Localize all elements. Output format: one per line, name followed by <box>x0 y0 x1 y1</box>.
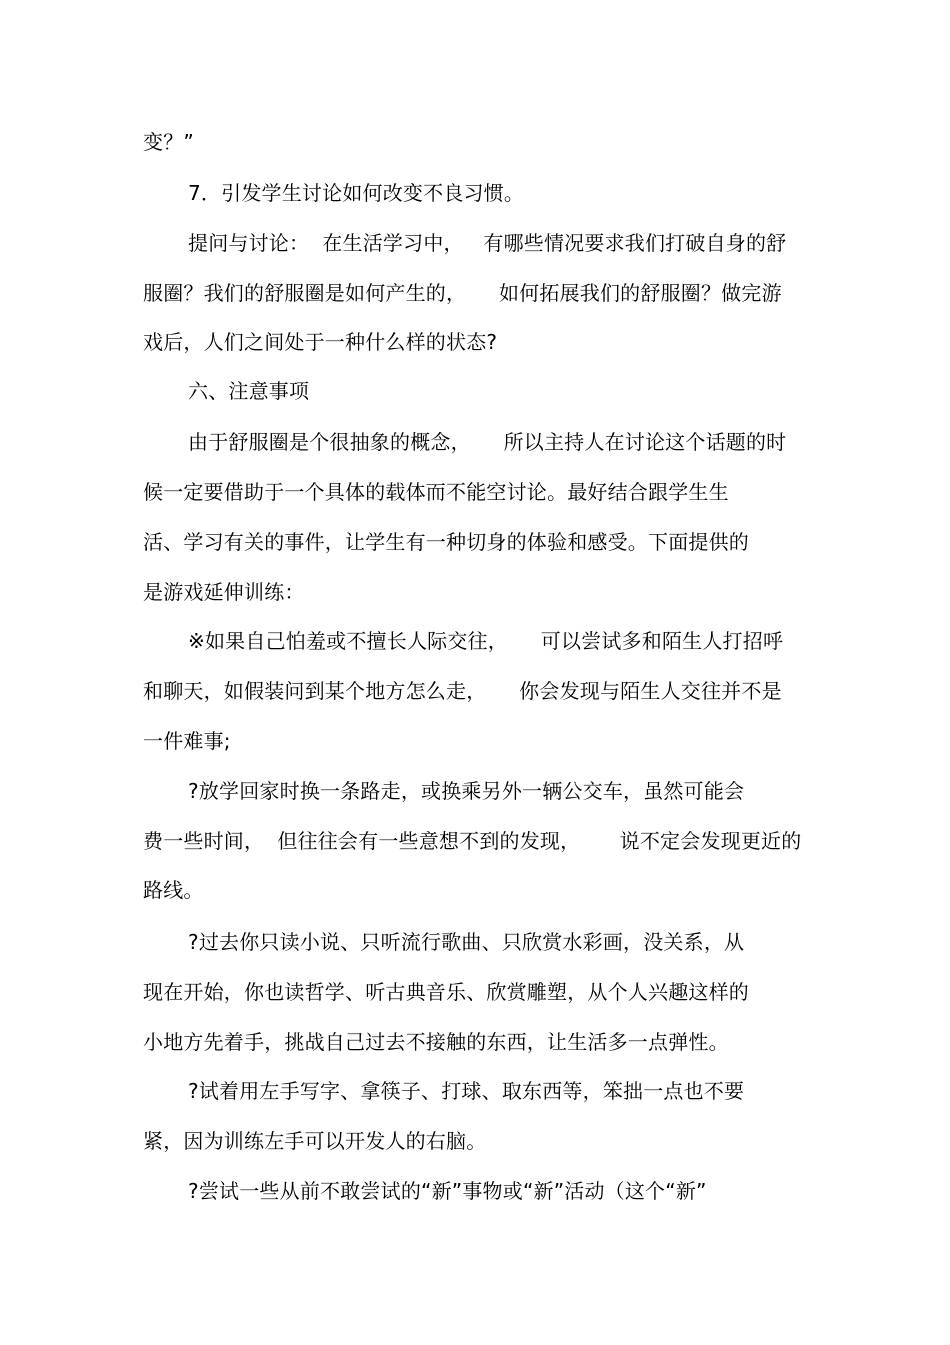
text-line-1: 变？” <box>143 130 194 154</box>
text-line-9: 活、学习有关的事件，让学生有一种切身的体验和感受。下面提供的 <box>143 530 749 554</box>
text-line-20: ?试着用左手写字、拿筷子、打球、取东西等，笨拙一点也不要 <box>188 1079 745 1103</box>
text-line-10: 是游戏延伸训练： <box>143 580 305 604</box>
text-line-3: 提问与讨论： 在生活学习中， 有哪些情况要求我们打破自身的舒 <box>188 231 787 255</box>
text-line-22: ?尝试一些从前不敢尝试的“新”事物或“新”活动（这个“新” <box>188 1179 707 1203</box>
text-line-11: ※如果自己怕羞或不擅长人际交往， 可以尝试多和陌生人打招呼 <box>188 629 784 653</box>
text-line-4: 服圈？我们的舒服圈是如何产生的， 如何拓展我们的舒服圈？做完游 <box>143 281 782 305</box>
text-line-5: 戏后，人们之间处于一种什么样的状态? <box>143 330 498 354</box>
text-line-15: 费一些时间， 但往往会有一些意想不到的发现， 说不定会发现更近的 <box>143 829 802 853</box>
text-line-8: 候一定要借助于一个具体的载体而不能空讨论。最好结合跟学生生 <box>143 480 729 504</box>
text-line-2: 7．引发学生讨论如何改变不良习惯。 <box>188 181 525 205</box>
text-line-21: 紧，因为训练左手可以开发人的右脑。 <box>143 1129 487 1153</box>
text-line-19: 小地方先着手，挑战自己过去不接触的东西，让生活多一点弹性。 <box>143 1030 729 1054</box>
section-heading: 六、注意事项 <box>188 379 310 403</box>
text-line-16: 路线。 <box>143 878 204 902</box>
text-line-17: ?过去你只读小说、只听流行歌曲、只欣赏水彩画，没关系，从 <box>188 930 745 954</box>
text-line-12: 和聊天，如假装问到某个地方怎么走， 你会发现与陌生人交往并不是 <box>143 679 782 703</box>
text-line-18: 现在开始，你也读哲学、听古典音乐、欣赏雕塑，从个人兴趣这样的 <box>143 980 749 1004</box>
text-line-14: ?放学回家时换一条路走，或换乘另外一辆公交车，虽然可能会 <box>188 779 745 803</box>
text-line-7: 由于舒服圈是个很抽象的概念， 所以主持人在讨论这个话题的时 <box>188 430 787 454</box>
text-line-13: 一件难事; <box>143 729 231 753</box>
